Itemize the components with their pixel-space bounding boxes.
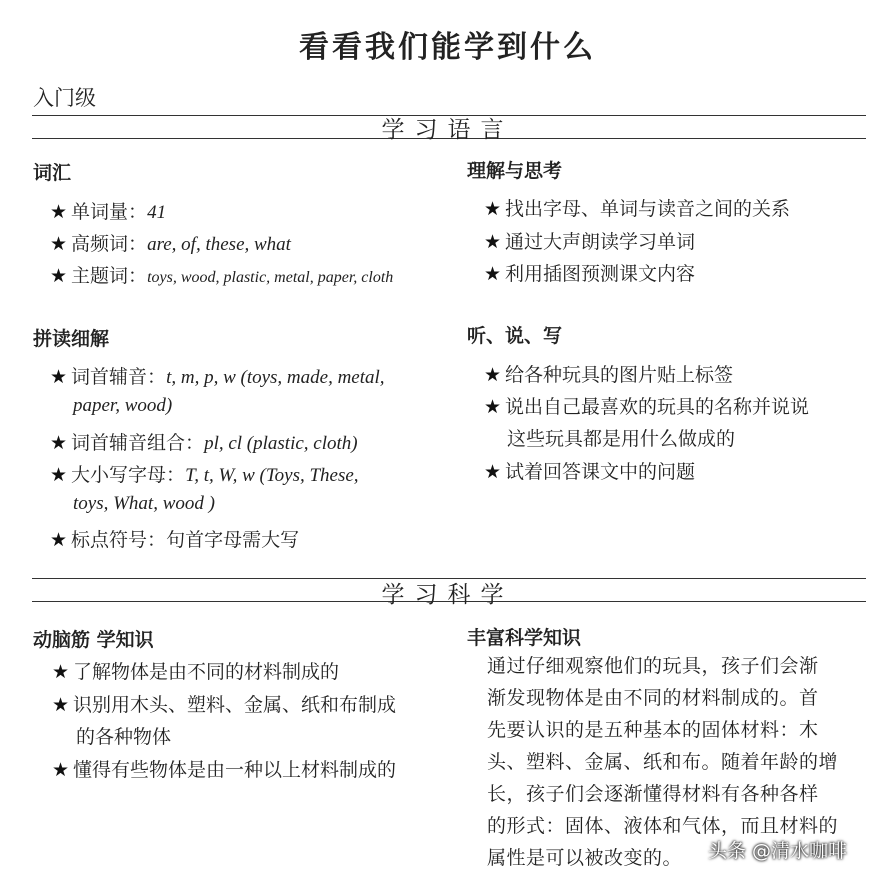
paragraph-line: 渐发现物体是由不同的材料制成的。首 xyxy=(487,687,819,709)
star-icon: ★ xyxy=(484,231,502,253)
phonics-item-continuation: paper, wood) xyxy=(73,395,173,416)
vocab-heading: 词汇 xyxy=(33,162,72,184)
thinking-item: ★ 找出字母、单词与读音之间的关系 xyxy=(484,198,791,220)
watermark: 头条 @清水咖啡 xyxy=(708,840,848,862)
star-icon: ★ xyxy=(52,661,70,683)
paragraph-line: 长，孩子们会逐渐懂得材料有各种各样 xyxy=(487,783,819,805)
listen-item-continuation: 这些玩具都是用什么做成的 xyxy=(507,428,736,450)
paragraph-line: 头、塑料、金属、纸和布。随着年龄的增 xyxy=(487,751,839,773)
brain-heading: 动脑筋 学知识 xyxy=(33,629,154,651)
phonics-heading: 拼读细解 xyxy=(33,328,110,350)
thinking-item: ★ 通过大声朗读学习单词 xyxy=(484,231,696,253)
section-title-science: 学习科学 xyxy=(381,582,514,608)
star-icon: ★ xyxy=(50,529,68,551)
star-icon: ★ xyxy=(52,759,70,781)
paragraph-line: 通过仔细观察他们的玩具，孩子们会渐 xyxy=(487,655,819,677)
star-icon: ★ xyxy=(52,694,70,716)
vocab-item: ★ 高频词：are, of, these, what xyxy=(50,233,291,255)
thinking-item: ★ 利用插图预测课文内容 xyxy=(484,263,696,285)
listen-item: ★ 给各种玩具的图片贴上标签 xyxy=(484,364,734,386)
star-icon: ★ xyxy=(484,198,502,220)
listen-item: ★ 试着回答课文中的问题 xyxy=(484,461,696,483)
star-icon: ★ xyxy=(484,461,502,483)
vocab-item: ★ 主题词：toys, wood, plastic, metal, paper, cloth xyxy=(50,265,394,287)
phonics-item: ★ 标点符号：句首字母需大写 xyxy=(50,529,300,551)
star-icon: ★ xyxy=(50,432,68,454)
paragraph-line: 属性是可以被改变的。 xyxy=(487,847,683,869)
brain-item: ★ 了解物体是由不同的材料制成的 xyxy=(52,661,340,683)
phonics-item-continuation: toys, What, wood ) xyxy=(73,493,215,514)
thinking-heading: 理解与思考 xyxy=(467,160,563,182)
star-icon: ★ xyxy=(484,364,502,386)
vocab-item: ★ 单词量：41 xyxy=(50,201,167,223)
star-icon: ★ xyxy=(50,265,68,287)
paragraph-line: 先要认识的是五种基本的固体材料：木 xyxy=(487,719,819,741)
listen-heading: 听、说、写 xyxy=(467,325,563,347)
listen-item: ★ 说出自己最喜欢的玩具的名称并说说 xyxy=(484,396,810,418)
star-icon: ★ xyxy=(50,366,68,388)
page-title: 看看我们能学到什么 xyxy=(299,30,596,65)
section-title-language: 学习语言 xyxy=(381,117,514,143)
brain-item-continuation: 的各种物体 xyxy=(76,726,172,748)
paragraph-line: 的形式：固体、液体和气体，而且材料的 xyxy=(487,815,839,837)
phonics-item: ★ 词首辅音：t, m, p, w (toys, made, metal, xyxy=(50,366,385,388)
star-icon: ★ xyxy=(484,263,502,285)
star-icon: ★ xyxy=(50,201,68,223)
phonics-item: ★ 词首辅音组合：pl, cl (plastic, cloth) xyxy=(50,432,358,454)
brain-item: ★ 识别用木头、塑料、金属、纸和布制成 xyxy=(52,694,397,716)
level-label: 入门级 xyxy=(33,86,96,110)
star-icon: ★ xyxy=(50,464,68,486)
brain-item: ★ 懂得有些物体是由一种以上材料制成的 xyxy=(52,759,397,781)
star-icon: ★ xyxy=(50,233,68,255)
phonics-item: ★ 大小写字母：T, t, W, w (Toys, These, xyxy=(50,464,359,486)
rich-heading: 丰富科学知识 xyxy=(467,627,582,649)
star-icon: ★ xyxy=(484,396,502,418)
